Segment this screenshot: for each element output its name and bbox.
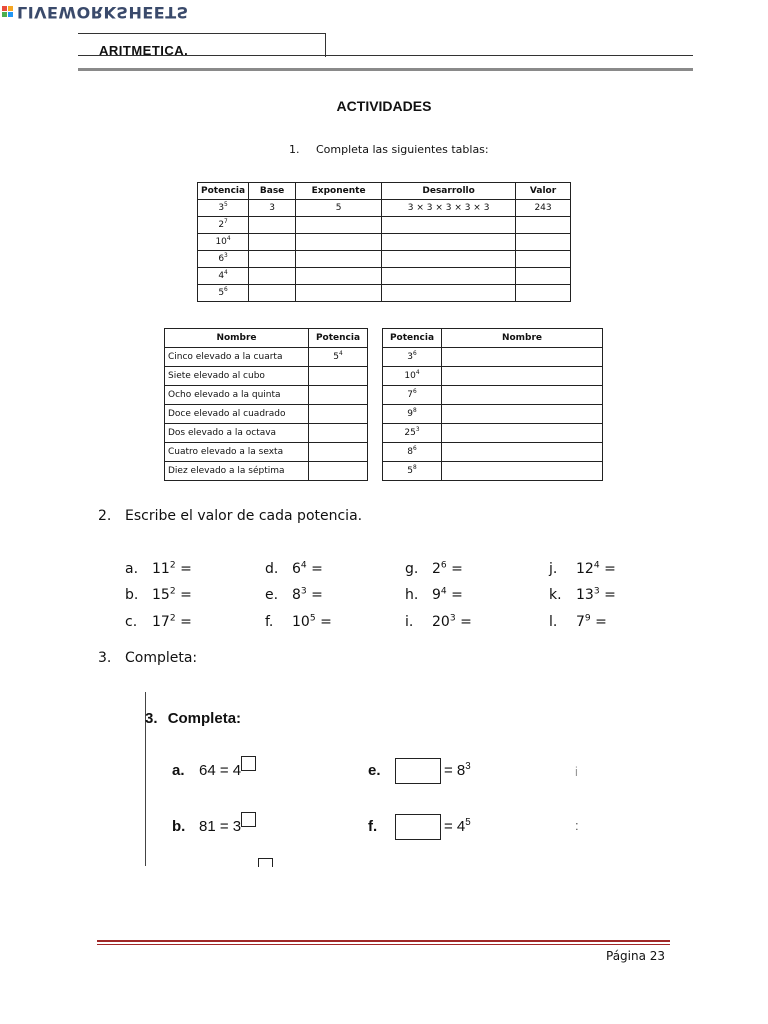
power-base: 25	[404, 428, 416, 438]
power-exponent: 8	[413, 465, 417, 471]
power-base: 13	[576, 587, 594, 603]
power-base: 7	[576, 614, 585, 630]
power-exercise	[405, 561, 463, 577]
power-base: 2	[432, 561, 441, 577]
col-header: Nombre	[442, 329, 603, 348]
power-cell[interactable]	[309, 348, 368, 367]
header-title: ARITMETICA.	[99, 43, 189, 58]
power-exponent: 4	[440, 586, 447, 597]
cropped-mark: :	[575, 818, 579, 833]
power-exercise	[265, 587, 323, 603]
power-cell[interactable]	[309, 424, 368, 443]
exponent-cell[interactable]: 5	[296, 200, 382, 217]
page-number: Página 23	[606, 949, 666, 963]
base-answer-box[interactable]	[395, 814, 441, 840]
power-cell[interactable]	[309, 386, 368, 405]
value-cell[interactable]: 243	[516, 200, 571, 217]
exponent-cell[interactable]	[296, 251, 382, 268]
value-cell[interactable]	[516, 268, 571, 285]
exercise-letter: i.	[405, 614, 414, 630]
table-row	[198, 200, 571, 217]
power-exponent: 4	[593, 560, 600, 571]
table-row	[198, 285, 571, 302]
name-cell[interactable]	[442, 348, 603, 367]
power-to-name-table	[382, 328, 603, 481]
power-exercise	[265, 614, 332, 630]
table-row	[165, 367, 368, 386]
name-cell: Diez elevado a la séptima	[165, 462, 309, 481]
table-row	[383, 424, 603, 443]
exercise-letter: e.	[265, 587, 279, 603]
table-row	[383, 443, 603, 462]
power-exponent: 3	[415, 427, 420, 433]
exercise-expression: 64 = 4	[199, 762, 242, 779]
power-exponent: 7	[224, 219, 228, 225]
power-cell	[383, 386, 442, 405]
table-row	[165, 348, 368, 367]
value-cell[interactable]	[516, 251, 571, 268]
power-base: 12	[576, 561, 594, 577]
power-exercise	[549, 561, 616, 577]
power-exercise	[405, 587, 463, 603]
header-thick-rule	[78, 68, 693, 71]
exercise-expression: = 8	[444, 761, 466, 779]
name-cell: Dos elevado a la octava	[165, 424, 309, 443]
base-cell[interactable]	[249, 217, 296, 234]
image-question-text: Completa:	[167, 710, 242, 727]
expansion-cell[interactable]: 3 × 3 × 3 × 3 × 3	[382, 200, 516, 217]
power-base: 8	[407, 447, 413, 457]
name-cell[interactable]	[442, 462, 603, 481]
exponent-cell[interactable]	[296, 234, 382, 251]
base-cell[interactable]	[249, 234, 296, 251]
exercise-letter: f.	[368, 817, 378, 835]
power-base: 2	[218, 220, 225, 230]
power-base: 15	[152, 587, 170, 603]
power-exponent: 5	[309, 613, 316, 624]
power-base: 17	[152, 614, 170, 630]
name-cell: Doce elevado al cuadrado	[165, 405, 309, 424]
table-row	[383, 386, 603, 405]
col-header: Potencia	[309, 329, 368, 348]
power-cell	[383, 443, 442, 462]
name-cell: Cinco elevado a la cuarta	[165, 348, 309, 367]
question-3-text: Completa:	[125, 650, 198, 666]
power-exponent: 4	[226, 236, 231, 242]
power-exponent: 3	[224, 253, 228, 259]
power-exponent: 3	[449, 613, 456, 624]
exercise-exponent: 5	[465, 816, 471, 828]
base-cell[interactable]	[249, 268, 296, 285]
power-base: 3	[218, 203, 225, 213]
power-exponent: 8	[413, 408, 417, 414]
expansion-cell[interactable]	[382, 251, 516, 268]
partial-answer-box	[258, 858, 273, 867]
name-cell: Ocho elevado a la quinta	[165, 386, 309, 405]
power-exponent: 9	[584, 613, 591, 624]
exercise-letter: c.	[125, 614, 138, 630]
power-base: 3	[407, 352, 413, 362]
power-exercise	[125, 614, 192, 630]
power-exponent: 4	[415, 370, 420, 376]
col-header: Desarrollo	[382, 183, 516, 200]
power-base: 8	[292, 587, 301, 603]
power-cell	[383, 462, 442, 481]
exercise-letter: k.	[549, 587, 562, 603]
power-exercise	[125, 587, 192, 603]
equals-sign: =	[590, 614, 607, 630]
exercise-f	[368, 814, 471, 840]
name-cell[interactable]	[442, 405, 603, 424]
equals-sign: =	[455, 614, 472, 630]
exercise-letter: d.	[265, 561, 279, 577]
value-cell[interactable]	[516, 285, 571, 302]
exponent-answer-box[interactable]	[241, 756, 256, 771]
exponent-cell[interactable]	[296, 217, 382, 234]
table-row	[165, 443, 368, 462]
exercise-letter: f.	[265, 614, 274, 630]
table-row	[198, 251, 571, 268]
power-exercise	[125, 561, 192, 577]
exercise-letter: a.	[172, 762, 185, 779]
expansion-cell[interactable]	[382, 234, 516, 251]
expansion-cell[interactable]	[382, 268, 516, 285]
power-base: 5	[218, 288, 225, 298]
logo-squares-icon	[2, 6, 14, 18]
name-cell[interactable]	[442, 443, 603, 462]
name-cell: Cuatro elevado a la sexta	[165, 443, 309, 462]
equals-sign: =	[446, 561, 463, 577]
table-row	[165, 462, 368, 481]
equals-sign: =	[599, 561, 616, 577]
power-exponent: 6	[413, 389, 417, 395]
value-cell[interactable]	[516, 234, 571, 251]
question-1-number: 1.	[289, 143, 300, 156]
power-exponent: 4	[224, 270, 228, 276]
equals-sign: =	[175, 587, 192, 603]
col-header: Exponente	[296, 183, 382, 200]
equals-sign: =	[306, 561, 323, 577]
table-row	[165, 386, 368, 405]
power-base: 10	[215, 237, 227, 247]
power-cell[interactable]	[309, 405, 368, 424]
image-question-number: 3.	[145, 710, 158, 727]
expansion-cell[interactable]	[382, 217, 516, 234]
power-base: 9	[432, 587, 441, 603]
exercise-letter: h.	[405, 587, 419, 603]
question-2-number: 2.	[98, 508, 112, 524]
logo-text: LIVEWORKSHEETS	[17, 2, 189, 22]
equals-sign: =	[315, 614, 332, 630]
name-cell[interactable]	[442, 424, 603, 443]
equals-sign: =	[306, 587, 323, 603]
table-row	[198, 217, 571, 234]
base-cell[interactable]: 3	[249, 200, 296, 217]
exercise-expression: 81 = 3	[199, 818, 242, 835]
activity-title: ACTIVIDADES	[336, 98, 432, 114]
power-cell	[198, 234, 249, 251]
power-exponent: 6	[440, 560, 447, 571]
value-cell[interactable]	[516, 217, 571, 234]
expansion-cell[interactable]	[382, 285, 516, 302]
exercise-letter: b.	[125, 587, 139, 603]
question-2	[98, 508, 362, 524]
equals-sign: =	[175, 561, 192, 577]
table-row	[383, 367, 603, 386]
power-exercise	[549, 614, 607, 630]
col-header: Nombre	[165, 329, 309, 348]
power-exponent: 2	[169, 560, 176, 571]
question-1	[289, 143, 489, 156]
power-exponent: 6	[224, 287, 228, 293]
power-base: 5	[407, 466, 413, 476]
power-cell	[198, 217, 249, 234]
table-row	[165, 405, 368, 424]
power-exponent: 2	[169, 586, 176, 597]
image-question-title	[145, 710, 241, 727]
equals-sign: =	[446, 587, 463, 603]
table-row	[383, 348, 603, 367]
cropped-mark: i	[575, 764, 578, 779]
exercise-letter: j.	[549, 561, 558, 577]
power-base: 20	[432, 614, 450, 630]
power-exercise	[405, 614, 472, 630]
col-header: Valor	[516, 183, 571, 200]
power-exponent: 3	[593, 586, 600, 597]
power-exponent: 4	[300, 560, 307, 571]
power-base: 4	[218, 271, 225, 281]
power-base: 5	[333, 352, 339, 362]
power-cell	[383, 424, 442, 443]
footer-rule-thin	[97, 944, 670, 945]
header-rule	[78, 55, 693, 56]
power-cell	[383, 367, 442, 386]
exercise-letter: e.	[368, 761, 381, 779]
col-header: Potencia	[383, 329, 442, 348]
name-cell[interactable]	[442, 367, 603, 386]
table-row	[198, 234, 571, 251]
power-base: 6	[218, 254, 225, 264]
power-base: 6	[292, 561, 301, 577]
name-to-power-table	[164, 328, 368, 481]
power-cell	[198, 268, 249, 285]
col-header: Potencia	[198, 183, 249, 200]
power-cell	[198, 200, 249, 217]
name-cell[interactable]	[442, 386, 603, 405]
power-cell	[383, 405, 442, 424]
question-3-number: 3.	[98, 650, 112, 666]
exercise-b	[172, 818, 256, 835]
power-exercise	[549, 587, 616, 603]
power-exponent: 6	[413, 351, 417, 357]
exercise-e	[368, 758, 471, 784]
power-exercise	[265, 561, 323, 577]
question-3	[98, 650, 197, 666]
power-base: 10	[404, 371, 416, 381]
exercise-letter: a.	[125, 561, 139, 577]
exercise-exponent: 3	[465, 760, 471, 772]
name-cell: Siete elevado al cubo	[165, 367, 309, 386]
liveworksheets-logo	[2, 2, 189, 22]
power-base: 7	[407, 390, 413, 400]
exponent-answer-box[interactable]	[241, 812, 256, 827]
power-cell[interactable]	[309, 367, 368, 386]
exercise-letter: b.	[172, 818, 186, 835]
base-cell[interactable]	[249, 251, 296, 268]
power-cell	[383, 348, 442, 367]
power-base: 11	[152, 561, 170, 577]
footer-rule	[97, 940, 670, 942]
question-2-text: Escribe el valor de cada potencia.	[125, 508, 363, 524]
exercise-expression: = 4	[444, 817, 466, 835]
power-cell	[198, 251, 249, 268]
power-exponent: 6	[413, 446, 417, 452]
power-base: 10	[292, 614, 310, 630]
exponent-cell[interactable]	[296, 285, 382, 302]
power-base: 9	[407, 409, 413, 419]
equals-sign: =	[599, 587, 616, 603]
col-header: Base	[249, 183, 296, 200]
equals-sign: =	[175, 614, 192, 630]
base-answer-box[interactable]	[395, 758, 441, 784]
power-cell	[198, 285, 249, 302]
power-exponent: 5	[224, 202, 228, 208]
powers-table	[197, 182, 571, 302]
exercise-letter: l.	[549, 614, 558, 630]
exercise-a	[172, 762, 256, 779]
power-exponent: 2	[169, 613, 176, 624]
power-cell[interactable]	[309, 443, 368, 462]
table-row	[383, 462, 603, 481]
table-row	[165, 424, 368, 443]
table-row	[383, 405, 603, 424]
base-cell[interactable]	[249, 285, 296, 302]
power-cell[interactable]	[309, 462, 368, 481]
exponent-cell[interactable]	[296, 268, 382, 285]
question-1-text: Completa las siguientes tablas:	[316, 143, 489, 156]
power-exponent: 3	[300, 586, 307, 597]
table-row	[198, 268, 571, 285]
exercise-letter: g.	[405, 561, 419, 577]
power-exponent: 4	[339, 351, 343, 357]
